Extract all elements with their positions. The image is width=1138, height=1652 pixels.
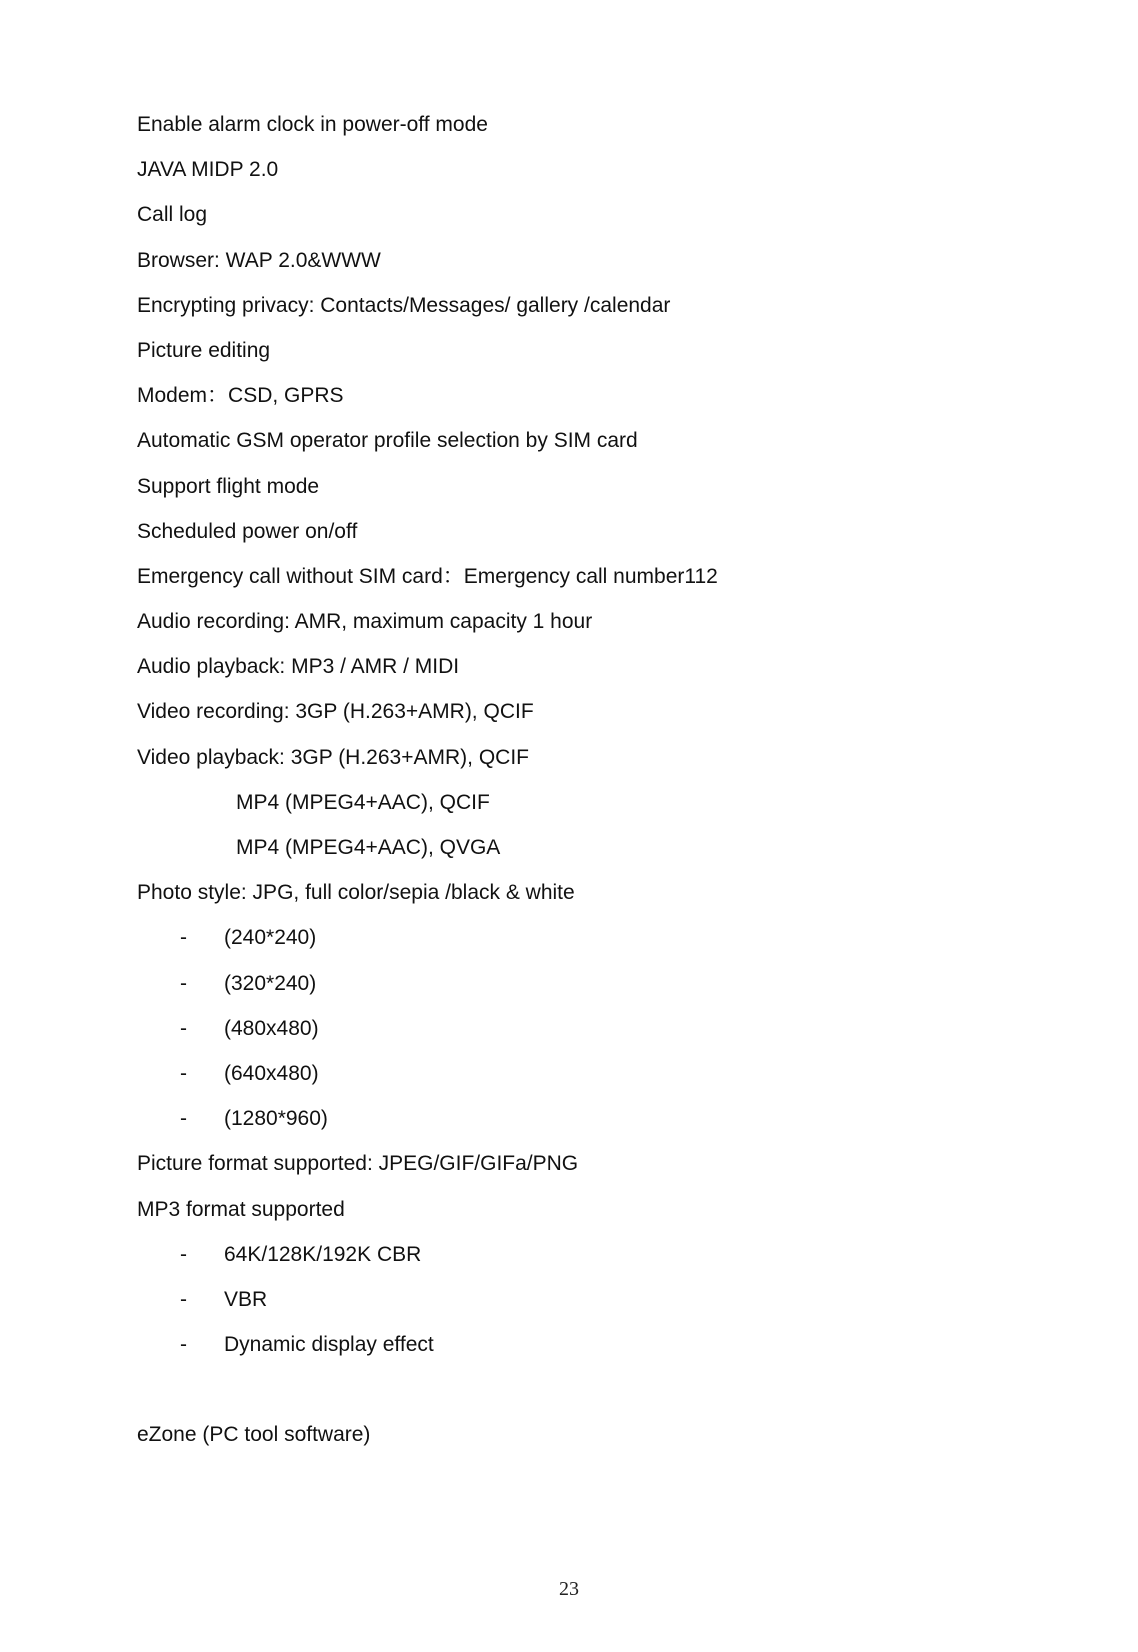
bullet-dash: - xyxy=(180,1061,187,1085)
feature-line: Browser: WAP 2.0&WWW xyxy=(137,248,381,272)
mp3-format-label: 64K/128K/192K CBR xyxy=(224,1242,422,1266)
feature-line: Picture editing xyxy=(137,338,271,362)
feature-line: JAVA MIDP 2.0 xyxy=(137,158,279,182)
photo-size-label: (240*240) xyxy=(224,926,317,950)
feature-line: Audio recording: AMR, maximum capacity 1 hour xyxy=(137,610,593,634)
photo-style-heading: Photo style: JPG, full color/sepia /black & white xyxy=(137,881,575,905)
ezone-line: eZone (PC tool software) xyxy=(137,1423,371,1447)
photo-size-label: (1280*960) xyxy=(224,1107,328,1131)
mp3-format-item xyxy=(137,1277,1037,1322)
photo-size-label: (480x480) xyxy=(224,1016,319,1040)
picture-format-line: Picture format supported: JPEG/GIF/GIFa/PNG xyxy=(137,1152,579,1176)
feature-line: Video playback: 3GP (H.263+AMR), QCIF xyxy=(137,745,529,769)
photo-size-label: (640x480) xyxy=(224,1061,319,1085)
bullet-dash: - xyxy=(180,1016,187,1040)
feature-line: Encrypting privacy: Contacts/Messages/ gallery /calendar xyxy=(137,293,671,317)
feature-line: Modem：CSD, GPRS xyxy=(137,384,344,408)
photo-size-item xyxy=(137,915,1037,960)
mp3-format-item xyxy=(137,1232,1037,1277)
video-playback-format: MP4 (MPEG4+AAC), QCIF xyxy=(236,790,490,814)
photo-size-label: (320*240) xyxy=(224,971,317,995)
feature-line: Video recording: 3GP (H.263+AMR), QCIF xyxy=(137,700,534,724)
bullet-dash: - xyxy=(180,926,187,950)
photo-size-item xyxy=(137,1096,1037,1141)
feature-line: Enable alarm clock in power-off mode xyxy=(137,113,488,136)
feature-line: Scheduled power on/off xyxy=(137,519,358,543)
mp3-format-label: Dynamic display effect xyxy=(224,1333,434,1357)
photo-size-item xyxy=(137,961,1037,1006)
mp3-format-label: VBR xyxy=(224,1287,268,1311)
photo-size-item xyxy=(137,1006,1037,1051)
photo-size-item xyxy=(137,1051,1037,1096)
feature-line: Automatic GSM operator profile selection by SIM card xyxy=(137,429,638,453)
feature-list xyxy=(137,102,1037,1458)
video-playback-format: MP4 (MPEG4+AAC), QVGA xyxy=(236,836,501,859)
feature-line: Emergency call without SIM card：Emergency call number112 xyxy=(137,564,718,588)
bullet-dash: - xyxy=(180,1242,187,1266)
page-number: 23 xyxy=(559,1578,579,1600)
bullet-dash: - xyxy=(180,1287,187,1311)
feature-line: Support flight mode xyxy=(137,474,320,498)
bullet-dash: - xyxy=(180,1333,187,1357)
mp3-format-item xyxy=(137,1322,1037,1367)
blank-line xyxy=(137,1367,1037,1412)
bullet-dash: - xyxy=(180,1107,187,1131)
mp3-format-heading: MP3 format supported xyxy=(137,1197,345,1221)
feature-line: Call log xyxy=(137,203,208,227)
feature-line: Audio playback: MP3 / AMR / MIDI xyxy=(137,655,460,679)
bullet-dash: - xyxy=(180,971,187,995)
